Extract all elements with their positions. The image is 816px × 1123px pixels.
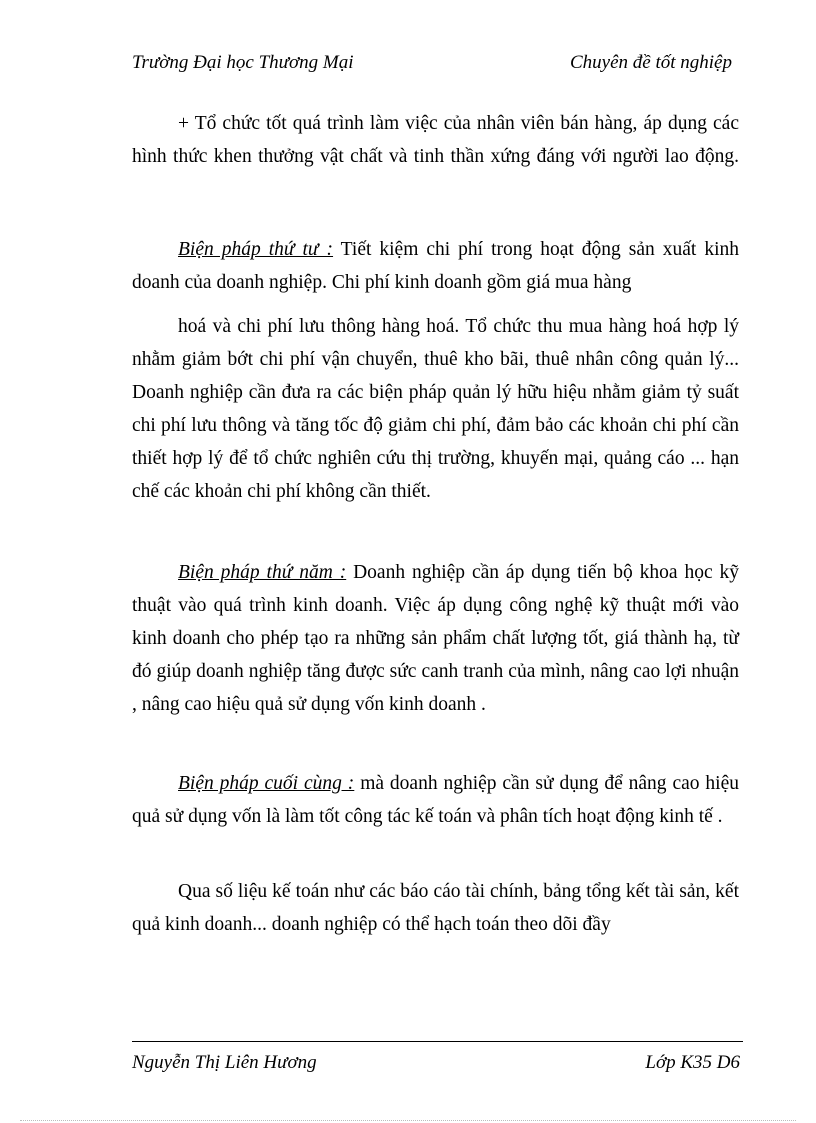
header-school-name: Trường Đại học Thương Mại <box>132 52 354 73</box>
paragraph-1 <box>132 107 739 173</box>
footer-divider <box>132 1041 743 1042</box>
paragraph-5 <box>132 767 739 833</box>
paragraph-3 <box>132 310 739 508</box>
paragraph-2 <box>132 233 739 299</box>
page-footer <box>132 1052 740 1078</box>
paragraph-5-heading: Biện pháp cuối cùng : <box>178 773 355 794</box>
paragraph-4-heading: Biện pháp thứ năm : <box>178 562 347 583</box>
page-edge-divider <box>20 1120 796 1121</box>
paragraph-4-body: Doanh nghiệp cần áp dụng tiến bộ khoa học kỹ thuật vào quá trình kinh doanh. Việc áp dụng công nghệ kỹ thuật mới vào kinh doanh cho phép tạo ra những sản phẩm chất lượng tốt, giá thành hạ, từ đó giúp doanh nghiệp tăng được sức canh tranh của mình, nâng cao lợi nhuận , nâng cao hiệu quả sử dụng vốn kinh doanh . <box>132 562 739 715</box>
footer-class-code: Lớp K35 D6 <box>645 1052 740 1073</box>
paragraph-2-heading: Biện pháp thứ tư : <box>178 239 334 260</box>
paragraph-3-text: hoá và chi phí lưu thông hàng hoá. Tổ chức thu mua hàng hoá hợp lý nhằm giảm bớt chi phí vận chuyển, thuê kho bãi, thuê nhân công quản lý... Doanh nghiệp cần đưa ra các biện pháp quản lý hữu hiệu nhằm giảm tỷ suất chi phí lưu thông và tăng tốc độ giảm chi phí, đảm bảo các khoản chi phí cần thiết hợp lý để tổ chức nghiên cứu thị trường, khuyến mại, quảng cáo ... hạn chế các khoản chi phí không cần thiết. <box>132 316 739 502</box>
paragraph-5-text <box>132 767 739 833</box>
paragraph-1-text: + Tổ chức tốt quá trình làm việc của nhân viên bán hàng, áp dụng các hình thức khen thưởng vật chất và tinh thần xứng đáng với người lao động. <box>132 113 739 167</box>
paragraph-2-body: Tiết kiệm chi phí trong hoạt động sản xuất kinh doanh của doanh nghiệp. Chi phí kinh doanh gồm giá mua hàng <box>132 239 739 293</box>
paragraph-2-text <box>132 233 739 299</box>
footer-author-name: Nguyễn Thị Liên Hương <box>132 1052 317 1073</box>
paragraph-6 <box>132 875 739 941</box>
paragraph-5-body: mà doanh nghiệp cần sử dụng để nâng cao hiệu quả sử dụng vốn là làm tốt công tác kế toán và phân tích hoạt động kinh tế . <box>132 773 739 827</box>
page-header <box>132 52 732 78</box>
header-document-type: Chuyên đề tốt nghiệp <box>570 52 732 73</box>
paragraph-4 <box>132 556 739 721</box>
paragraph-6-text: Qua số liệu kế toán như các báo cáo tài chính, bảng tổng kết tài sản, kết quả kinh doanh... doanh nghiệp có thể hạch toán theo dõi đầy <box>132 881 739 935</box>
paragraph-4-text <box>132 556 739 721</box>
